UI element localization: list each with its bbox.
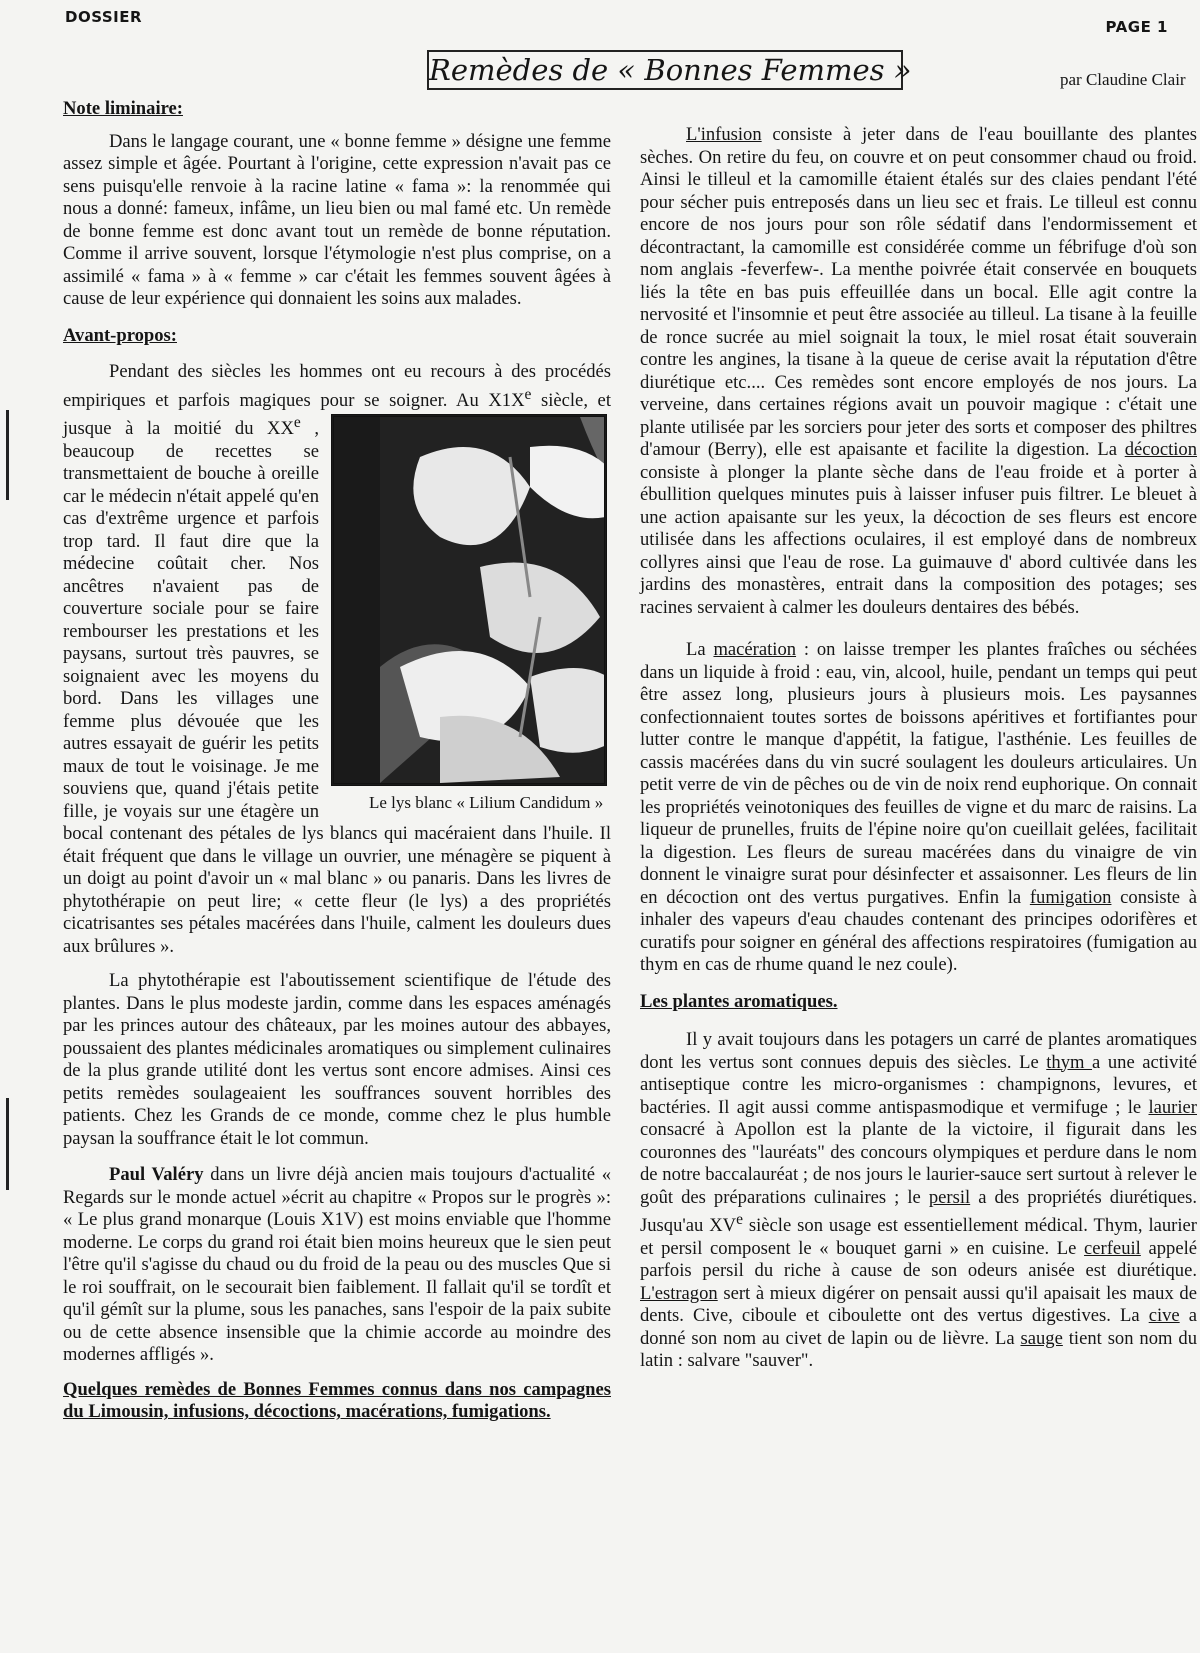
remedes-heading: Quelques remèdes de Bonnes Femmes connus dans nos campagnes du Limousin, infusions, décoctions, macérations, fumigations. [63,1378,611,1423]
phytotherapie-paragraph: La phytothérapie est l'aboutissement scientifique de l'étude des plantes. Dans le plus modeste jardin, comme dans les espaces aménagés par les princes autour des châteaux, par les moines autour des abbayes, poussaient des plantes médicinales aromatiques ou simplement culinaires de la plus grande utilité dont les vertus sont encore admises. Ainsi ces petits remèdes soulageaient les souffrances souvent horribles des patients. Chez les Grands de ce monde, comme chez le plus humble paysan la souffrance était le lot commun. [63,970,611,1149]
avant-propos-paragraph: Pendant des siècles les hommes ont eu recours à des procédés empiriques et parfois magiques pour se soigner. Au X1Xe siècle, et jusque à la moitié du XXe Le lys blanc « Lilium Candidum » , beaucoup de recettes se transmettaient de bouche à oreille car le médecin n'était appelé qu'en cas d'extrême urgence et parfois trop tard. Il faut dire que la médecine coûtait cher. Nos ancêtres n'avaient pas de couverture sociale pour se faire rembourser les prestations et les paysans, surtout très pauvres, se soignaient avec les moyens du bord. Dans les villages une femme plus dévouée que les autres essayait de guérir les petits maux de tout le voisinage. Je me souviens que, quand j'étais petite fille, je voyais sur une étagère un bocal contenant des pétales de lys blancs qui macéraient dans l'huile. Il était fréquent que dans le village un ouvrier, une ménagère se piquent à un doigt au point d'avoir un « mal blanc » ou panaris. Dans les livres de phytothérapie on peut lire; « cette fleur (le lys) a des propriétés cicatrisantes ses pétales macérées dans l'huile, calment les douleurs dues aux brûlures ». [63,361,611,958]
avant-propos-heading: Avant-propos: [63,324,177,346]
lily-figure [331,414,611,815]
fumigation-term: fumigation [1029,886,1112,908]
infusion-term: L'infusion [686,124,762,145]
scan-margin-mark [6,410,9,500]
byline: par Claudine Clair [1060,70,1186,89]
photo-caption: Le lys blanc « Lilium Candidum » [369,793,604,813]
left-column [63,98,611,1424]
aromatiques-heading: Les plantes aromatiques. [640,990,838,1012]
right-column [640,124,1197,1373]
note-heading: Note liminaire: [63,98,183,119]
note-paragraph: Dans le langage courant, une « bonne femme » désigne une femme assez simple et âgée. Pourtant à l'origine, cette expression n'avait pas ce sens puisqu'elle renvoie à la racine latine « fama »: la renommée qui nous a donné: fameux, infâme, un lieu bien ou mal famé etc. Un remède de bonne femme est donc avant tout un remède de bonne réputation. Comme il arrive souvent, lorsque l'étymologie n'est plus comprise, on a assimilé « fama » à « femme » car c'était les femmes souvent âgées à cause de leur expérience qui donnaient les soins aux malades. [63,130,611,309]
valery-name: Paul Valéry [109,1164,204,1186]
maceration-paragraph: La macération : on laisse tremper les plantes fraîches ou séchées dans un liquide à froid : eau, vin, alcool, huile, pendant un temps qui peut être assez long, plusieurs jours à plusieurs mois. Les paysannes confectionnaient toutes sortes de boissons apéritives et fortifiantes pour lutter contre le manque d'appétit, la fatigue, l'asthénie. Les feuilles de cassis macérées dans du vin sucré soulagent les douleurs articulaires. Un petit verre de vin de pêches ou de vin de noix rend euphorique. On connait les propriétés veinotoniques des feuilles de vigne et du marc de raisins. La liqueur de prunelles, fruits de l'épine noire qu'on cueillait gelées, facilitait la digestion. Les fleurs de sureau macérées dans du vinaigre de vin donnent le vinaigre surat pour désinfecter et assaisonner. Les fleurs de lin en décoction ont des vertus purgatives. Enfin la fumigation consiste à inhaler des vapeurs d'eau chaudes contenant des principes odorifères et curatifs pour soigner en général des affections respiratoires (fumigation au thym en cas de rhume quand le nez coule). [640,639,1197,975]
aromatiques-paragraph: Il y avait toujours dans les potagers un carré de plantes aromatiques dont les vertus sont connues depuis des siècles. Le thym a une activité antiseptique contre les micro-organismes : champignons, levures, et bactéries. Il agit aussi comme antispasmodique et vermifuge ; le laurier consacré à Apollon est la plante de la victoire, il figurait dans les couronnes des "lauréats" des concours olympiques et perdure dans le nom de notre baccalauréat ; de nos jours le laurier-sauce sert surtout à relever le goût des préparations culinaires ; le persil a des propriétés diurétiques. Jusqu'au XVe siècle son usage est essentiellement médical. Thym, laurier et persil composent le « bouquet garni » en cuisine. Le cerfeuil appelé parfois persil du riche à cause de son odeurs anisée est diurétique. L'estragon sert à mieux digérer on pensait aussi qu'il apaisait les maux de dents. Cive, ciboule et ciboulette ont des vertus digestives. La cive a donné son nom au civet de lapin ou de lièvre. La sauge tient son nom du latin : salvare "sauver". [640,1029,1198,1372]
maceration-term: macération [713,639,797,660]
scan-margin-mark [6,1098,9,1190]
decoction-term: décoction [1124,439,1197,460]
infusion-paragraph: L'infusion consiste à jeter dans de l'eau bouillante des plantes sèches. On retire du feu, on couvre et on peut consommer chaud ou froid. Ainsi le tilleul et la camomille étaient étalés sur des claies pendant l'été pour sécher puis entreposés dans un lieu sec et frais. Le tilleul est connu encore de nos jours pour son rôle sédatif dans l'endormissement et décontractant, la camomille est considérée comme un fébrifuge d'où son nom anglais -feverfew-. La menthe poivrée était conservée en bouquets liés la tête en bas puis effeuillée dans un bocal. Elle agit contre la nervosité et l'insomnie et peut être associée au tilleul. La tisane à la feuille de ronce sucrée au miel soignait la toux, le miel rosat était souverain contre les angines, la tisane à la queue de cerise avait la réputation d'être diurétique etc.... Ces remèdes sont encore employés de nos jours. La verveine, dans certaines régions avait un pouvoir magique : c'était une plante utilisée par les sorciers pour jeter des sorts et composer des philtres d'amour (Berry), elle est apaisante et facilite la digestion. La décoction consiste à plonger la plante sèche dans de l'eau froide et à porter à ébullition quelques minutes puis à laisser infuser puis filtrer. Le bleuet à une action apaisante sur les yeux, la décoction de ses fleurs est encore utilisée dans les affections oculaires, il est employé dans de nombreux collyres ainsi que l'eau de rose. La guimauve d' abord cultivée dans les jardins des monastères, entrait dans la composition des potages; ses racines servaient à calmer les douleurs dentaires des bébés. [640,124,1197,618]
lily-illustration [380,417,607,783]
avant-propos-continued: Le lys blanc « Lilium Candidum » , beaucoup de recettes se transmettaient de bouche à oreille car le médecin n'était appelé qu'en cas d'extrême urgence et parfois trop tard. Il faut dire que la médecine coûtait cher. Nos ancêtres n'avaient pas de couverture sociale pour se faire rembourser les prestations et les paysans, surtout très pauvres, se soignaient avec les moyens du bord. Dans les villages une femme plus dévouée que les autres essayait de guérir les petits maux de tout le voisinage. Je me souviens que, quand j'étais petite fille, je voyais sur une étagère un bocal contenant des pétales de lys blancs qui macéraient dans l'huile. Il était fréquent que dans le village un ouvrier, une ménagère se piquent à un doigt au point d'avoir un « mal blanc » ou panaris. Dans les livres de phytothérapie on peut lire; « cette fleur (le lys) a des propriétés cicatrisantes ses pétales macérées dans l'huile, calment les douleurs dues aux brûlures ». [63,418,611,957]
lily-photo [331,414,607,786]
valery-paragraph: Paul Valéry dans un livre déjà ancien mais toujours d'actualité « Regards sur le monde actuel »écrit au chapitre « Propos sur le progrès »: « Le plus grand monarque (Louis X1V) est moins enviable que l'homme moderne. Le corps du grand roi était bien moins heureux que le sien peut l'être qu'il s'agisse du chaud ou du froid de la peau ou des muscles Que si le roi souffrait, on le secourait bien faiblement. Il fallait qu'il se tordît et qu'il gémît sur la plume, sous les panaches, sans l'espoir de la paix subite ou de cette absence insensible que la chimie accorde au moindre des modernes affligés ». [63,1164,611,1366]
article-title: Remèdes de « Bonnes Femmes » [427,50,903,90]
page-number: PAGE 1 [1105,18,1168,36]
section-label: DOSSIER [65,8,143,26]
